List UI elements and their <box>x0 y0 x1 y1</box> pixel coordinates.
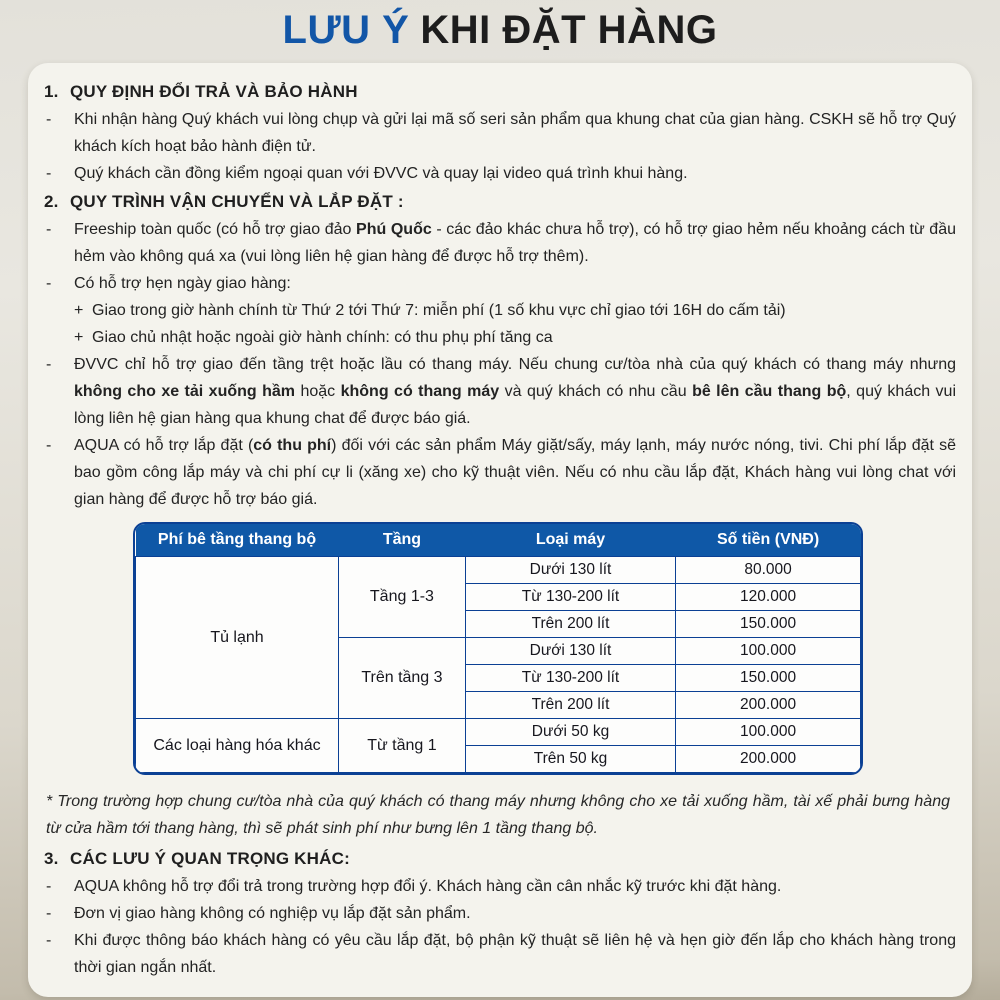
list-item-text: Khi nhận hàng Quý khách vui lòng chụp và gửi lại mã số seri sản phẩm qua khung chat của gian hàng. CSKH sẽ hỗ trợ Quý khách kích hoạt bảo hành điện tử. <box>74 111 956 155</box>
table-cell-tier: Tầng 1-3 <box>339 557 466 638</box>
dash-marker: - <box>46 437 52 454</box>
list-item <box>36 270 960 297</box>
fee-table-wrapper <box>133 522 863 775</box>
fee-table <box>135 524 861 773</box>
table-cell-price: 100.000 <box>676 638 861 665</box>
table-cell-price: 200.000 <box>676 692 861 719</box>
section-3-heading <box>36 845 960 872</box>
table-header-floor: Tầng <box>339 524 466 557</box>
list-item-text: ĐVVC chỉ hỗ trợ giao đến tầng trệt hoặc lầu có thang máy. Nếu chung cư/tòa nhà của quý khách có thang máy nhưng không cho xe tải xuống hầm hoặc không có thang máy và quý khách có nhu cầu bê lên cầu thang bộ, quý khách vui lòng liên hệ gian hàng qua khung chat để được báo giá. <box>74 356 957 427</box>
list-item-text: Quý khách cần đồng kiểm ngoại quan với ĐVVC và quay lại video quá trình khui hàng. <box>74 165 688 182</box>
plus-marker: + <box>74 302 84 319</box>
sub-list-item <box>36 324 960 351</box>
list-item-text: Có hỗ trợ hẹn ngày giao hàng: <box>74 275 291 292</box>
table-row <box>136 719 861 746</box>
table-cell-price: 80.000 <box>676 557 861 584</box>
dash-marker: - <box>46 275 52 292</box>
footnote-mark: * <box>46 793 53 810</box>
table-cell-price: 100.000 <box>676 719 861 746</box>
section-2-heading <box>36 188 960 215</box>
table-header-fee: Phí bê tầng thang bộ <box>136 524 339 557</box>
list-item <box>36 160 960 187</box>
section-number: 2. <box>44 192 59 211</box>
list-item <box>36 216 960 270</box>
list-item-text: AQUA có hỗ trợ lắp đặt (có thu phí) đối với các sản phẩm Máy giặt/sấy, máy lạnh, máy nước nóng, tivi. Chi phí lắp đặt sẽ bao gồm công lắp máy và chi phí cự li (xăng xe) cho kỹ thuật viên. Nếu có nhu cầu lắp đặt, Khách hàng vui lòng chat với gian hàng để được hỗ trợ báo giá. <box>74 437 957 508</box>
section-heading-text: QUY TRÌNH VẬN CHUYỂN VÀ LẮP ĐẶT : <box>70 192 404 211</box>
dash-marker: - <box>46 878 52 895</box>
list-item <box>36 106 960 160</box>
section-heading-text: QUY ĐỊNH ĐỔI TRẢ VÀ BẢO HÀNH <box>70 82 358 101</box>
table-cell-price: 150.000 <box>676 611 861 638</box>
table-cell-type: Từ 130-200 lít <box>465 584 675 611</box>
dash-marker: - <box>46 356 52 373</box>
sub-list-item-text: Giao trong giờ hành chính từ Thứ 2 tới Thứ 7: miễn phí (1 số khu vực chỉ giao tới 16H do cấm tải) <box>92 302 786 319</box>
section-1-heading <box>36 78 960 105</box>
list-item-text: Đơn vị giao hàng không có nghiệp vụ lắp đặt sản phẩm. <box>74 905 471 922</box>
table-header-amount: Số tiền (VNĐ) <box>676 524 861 557</box>
list-item <box>36 432 960 513</box>
table-cell-type: Trên 200 lít <box>465 692 675 719</box>
page-title <box>0 8 1000 53</box>
table-cell-type: Dưới 130 lít <box>465 557 675 584</box>
table-header-type: Loại máy <box>465 524 675 557</box>
list-item-text: Khi được thông báo khách hàng có yêu cầu lắp đặt, bộ phận kỹ thuật sẽ liên hệ và hẹn giờ đến lắp cho khách hàng trong thời gian ngắn nhất. <box>74 932 956 976</box>
list-item-text: AQUA không hỗ trợ đổi trả trong trường hợp đổi ý. Khách hàng cần cân nhắc kỹ trước khi đặt hàng. <box>74 878 782 895</box>
dash-marker: - <box>46 221 52 238</box>
list-item <box>36 900 960 927</box>
table-cell-category: Các loại hàng hóa khác <box>136 719 339 773</box>
section-number: 3. <box>44 849 59 868</box>
section-number: 1. <box>44 82 59 101</box>
notes-card <box>28 63 972 997</box>
list-item-text: Freeship toàn quốc (có hỗ trợ giao đảo Phú Quốc - các đảo khác chưa hỗ trợ), có hỗ trợ giao hẻm nếu khoảng cách từ đầu hẻm vào không quá xa (vui lòng liên hệ gian hàng để được hỗ trợ thêm). <box>74 221 956 265</box>
list-item <box>36 873 960 900</box>
table-header-row <box>136 524 861 557</box>
footnote-text: Trong trường hợp chung cư/tòa nhà của quý khách có thang máy nhưng không cho xe tải xuống hầm, tài xế phải bưng hàng từ cửa hầm tới thang hàng, thì sẽ phát sinh phí như bưng lên 1 tầng thang bộ. <box>46 793 950 837</box>
dash-marker: - <box>46 932 52 949</box>
plus-marker: + <box>74 329 84 346</box>
table-cell-tier: Từ tầng 1 <box>339 719 466 773</box>
sub-list-item-text: Giao chủ nhật hoặc ngoài giờ hành chính: có thu phụ phí tăng ca <box>92 329 553 346</box>
table-cell-price: 200.000 <box>676 746 861 773</box>
table-cell-type: Từ 130-200 lít <box>465 665 675 692</box>
table-cell-tier: Trên tầng 3 <box>339 638 466 719</box>
footnote <box>36 785 960 844</box>
table-cell-type: Trên 50 kg <box>465 746 675 773</box>
dash-marker: - <box>46 905 52 922</box>
title-rest: KHI ĐẶT HÀNG <box>420 8 718 52</box>
dash-marker: - <box>46 111 52 128</box>
table-cell-type: Dưới 50 kg <box>465 719 675 746</box>
table-row <box>136 557 861 584</box>
dash-marker: - <box>46 165 52 182</box>
table-cell-price: 120.000 <box>676 584 861 611</box>
table-cell-category: Tủ lạnh <box>136 557 339 719</box>
sub-list-item <box>36 297 960 324</box>
list-item <box>36 927 960 981</box>
table-cell-type: Trên 200 lít <box>465 611 675 638</box>
table-cell-type: Dưới 130 lít <box>465 638 675 665</box>
section-heading-text: CÁC LƯU Ý QUAN TRỌNG KHÁC: <box>70 849 350 868</box>
table-cell-price: 150.000 <box>676 665 861 692</box>
list-item <box>36 351 960 432</box>
title-highlight: LƯU Ý <box>282 8 410 52</box>
